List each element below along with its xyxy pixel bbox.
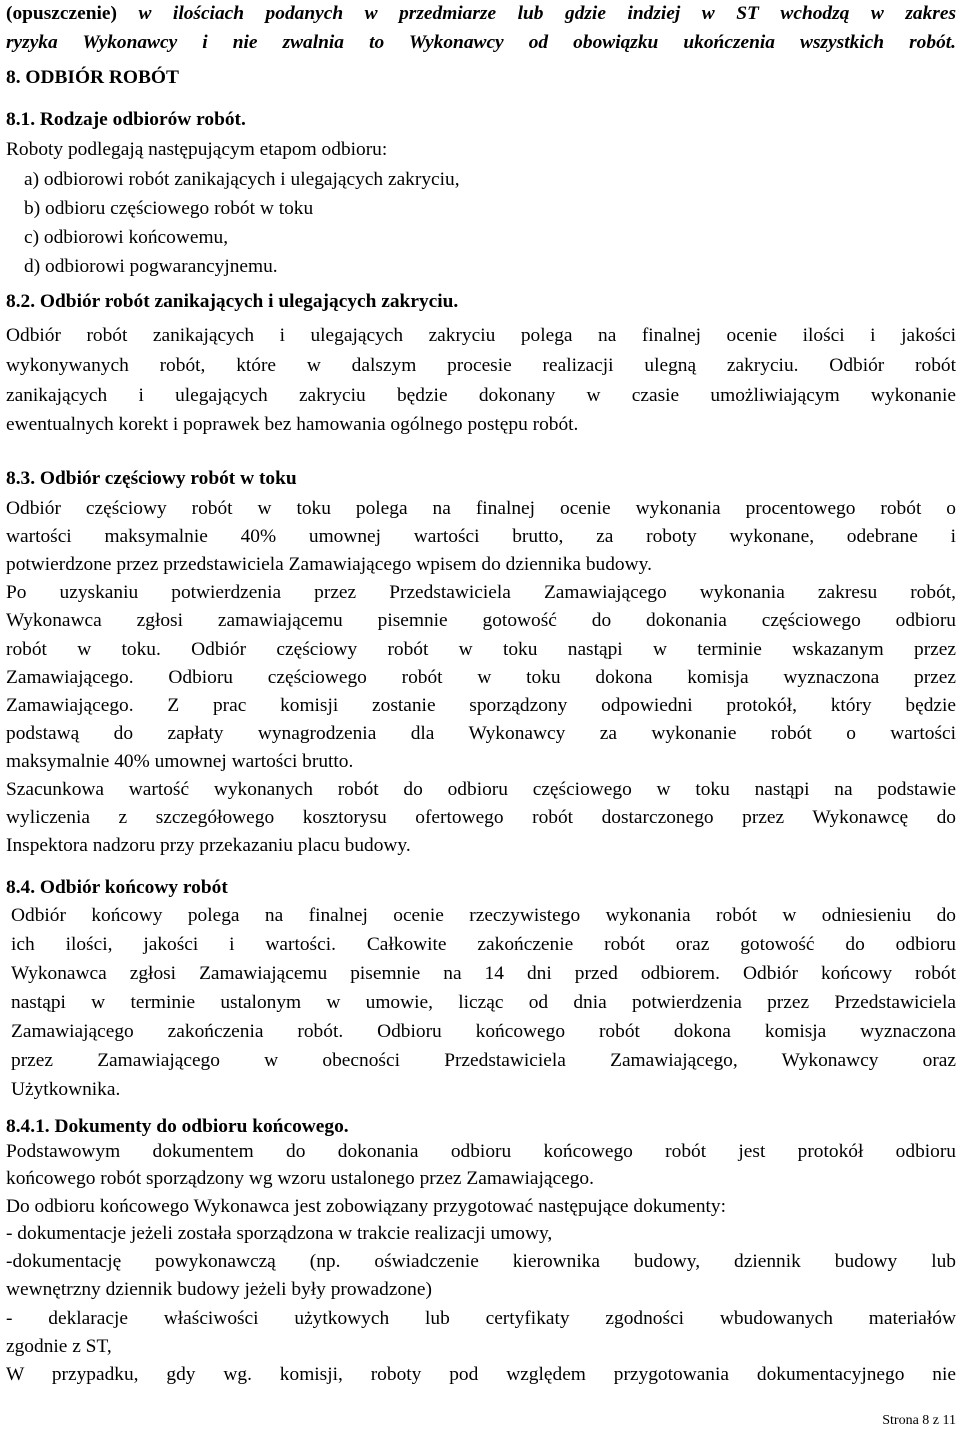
paragraph-line: wykonywanych robót, które w dalszym procesie realizacji ulegną zakryciu. Odbiór robót (6, 355, 956, 376)
subsection-heading: 8.4.1. Dokumenty do odbioru końcowego. (6, 1116, 349, 1137)
intro-line: (opuszczenie) w ilościach podanych w przedmiarze lub gdzie indziej w ST wchodzą w zakres (6, 3, 956, 24)
paragraph-line: Szacunkowa wartość wykonanych robót do odbioru częściowego w toku nastąpi na podstawie (6, 779, 956, 800)
intro-line: ryzyka Wykonawcy i nie zwalnia to Wykonawcy od obowiązku ukończenia wszystkich robót. (6, 32, 956, 53)
paragraph-line: Zamawiającego. Odbioru częściowego robót w toku dokona komisja wyznaczona przez (6, 667, 956, 688)
paragraph-line: - deklaracje właściwości użytkowych lub certyfikaty zgodności wbudowanych materiałów (6, 1308, 956, 1329)
paragraph-line: wewnętrzny dziennik budowy jeżeli były prowadzone) (6, 1279, 432, 1300)
paragraph-line: wartości maksymalnie 40% umownej wartości brutto, za roboty wykonane, odebrane i (6, 526, 956, 547)
paragraph-line: zgodnie z ST, (6, 1336, 112, 1357)
paragraph-line: podstawą do zapłaty wynagrodzenia dla Wykonawcy za wykonanie robót o wartości (6, 723, 956, 744)
paragraph-line: końcowego robót sporządzony wg wzoru ustalonego przez Zamawiającego. (6, 1168, 594, 1189)
subsection-heading: 8.1. Rodzaje odbiorów robót. (6, 109, 246, 130)
paragraph-line: Użytkownika. (11, 1079, 121, 1100)
paragraph-line: maksymalnie 40% umownej wartości brutto. (6, 751, 354, 772)
paragraph-line: Zamawiającego. Z prac komisji zostanie sporządzony odpowiedni protokół, który będzie (6, 695, 956, 716)
paragraph-line: Odbiór końcowy polega na finalnej ocenie rzeczywistego wykonania robót w odniesieniu do (11, 905, 956, 926)
paragraph-line: Zamawiającego zakończenia robót. Odbioru końcowego robót dokona komisja wyznaczona (11, 1021, 956, 1042)
paragraph-line: Inspektora nadzoru przy przekazaniu placu budowy. (6, 835, 411, 856)
paragraph-line: Wykonawca zgłosi Zamawiającemu pisemnie na 14 dni przed odbiorem. Odbiór końcowy robót (11, 963, 956, 984)
paragraph-line: Po uzyskaniu potwierdzenia przez Przedstawiciela Zamawiającego wykonania zakresu robót, (6, 582, 956, 603)
paragraph-line: wyliczenia z szczegółowego kosztorysu ofertowego robót dostarczonego przez Wykonawcę do (6, 807, 956, 828)
paragraph-line: nastąpi w terminie ustalonym w umowie, licząc od dnia potwierdzenia przez Przedstawiciela (11, 992, 956, 1013)
list-item: b) odbioru częściowego robót w toku (24, 198, 314, 219)
paragraph-line: Odbiór robót zanikających i ulegających zakryciu polega na finalnej ocenie ilości i jakości (6, 325, 956, 346)
paragraph-line: Roboty podlegają następującym etapom odbioru: (6, 139, 388, 160)
subsection-heading: 8.2. Odbiór robót zanikających i ulegających zakryciu. (6, 291, 459, 312)
paragraph-line: Odbiór częściowy robót w toku polega na finalnej ocenie wykonania procentowego robót o (6, 498, 956, 519)
list-item: c) odbiorowi końcowemu, (24, 227, 229, 248)
paragraph-line: Podstawowym dokumentem do dokonania odbioru końcowego robót jest protokół odbioru (6, 1141, 956, 1162)
paragraph-line: ewentualnych korekt i poprawek bez hamowania ogólnego postępu robót. (6, 414, 579, 435)
page-number: Strona 8 z 11 (882, 1413, 956, 1428)
list-item: a) odbiorowi robót zanikających i ulegających zakryciu, (24, 169, 460, 190)
subsection-heading: 8.3. Odbiór częściowy robót w toku (6, 468, 297, 489)
list-item: d) odbiorowi pogwarancyjnemu. (24, 256, 278, 277)
paragraph-line: Wykonawca zgłosi zamawiającemu pisemnie gotowość do dokonania częściowego odbioru (6, 610, 956, 631)
paragraph-line: robót w toku. Odbiór częściowy robót w toku nastąpi w terminie wskazanym przez (6, 639, 956, 660)
subsection-heading: 8.4. Odbiór końcowy robót (6, 877, 228, 898)
paragraph-line: przez Zamawiającego w obecności Przedstawiciela Zamawiającego, Wykonawcy oraz (11, 1050, 956, 1071)
paragraph-line: Do odbioru końcowego Wykonawca jest zobowiązany przygotować następujące dokumenty: (6, 1196, 727, 1217)
paragraph-line: potwierdzone przez przedstawiciela Zamawiającego wpisem do dziennika budowy. (6, 554, 652, 575)
paragraph-line: - dokumentacje jeżeli została sporządzona w trakcie realizacji umowy, (6, 1223, 553, 1244)
section-heading: 8. ODBIÓR ROBÓT (6, 67, 179, 88)
paragraph-line: -dokumentację powykonawczą (np. oświadczenie kierownika budowy, dziennik budowy lub (6, 1251, 956, 1272)
paragraph-line: W przypadku, gdy wg. komisji, roboty pod względem przygotowania dokumentacyjnego nie (6, 1364, 956, 1385)
paragraph-line: ich ilości, jakości i wartości. Całkowite zakończenie robót oraz gotowość do odbioru (11, 934, 956, 955)
paragraph-line: zanikających i ulegających zakryciu będzie dokonany w czasie umożliwiającym wykonanie (6, 385, 956, 406)
